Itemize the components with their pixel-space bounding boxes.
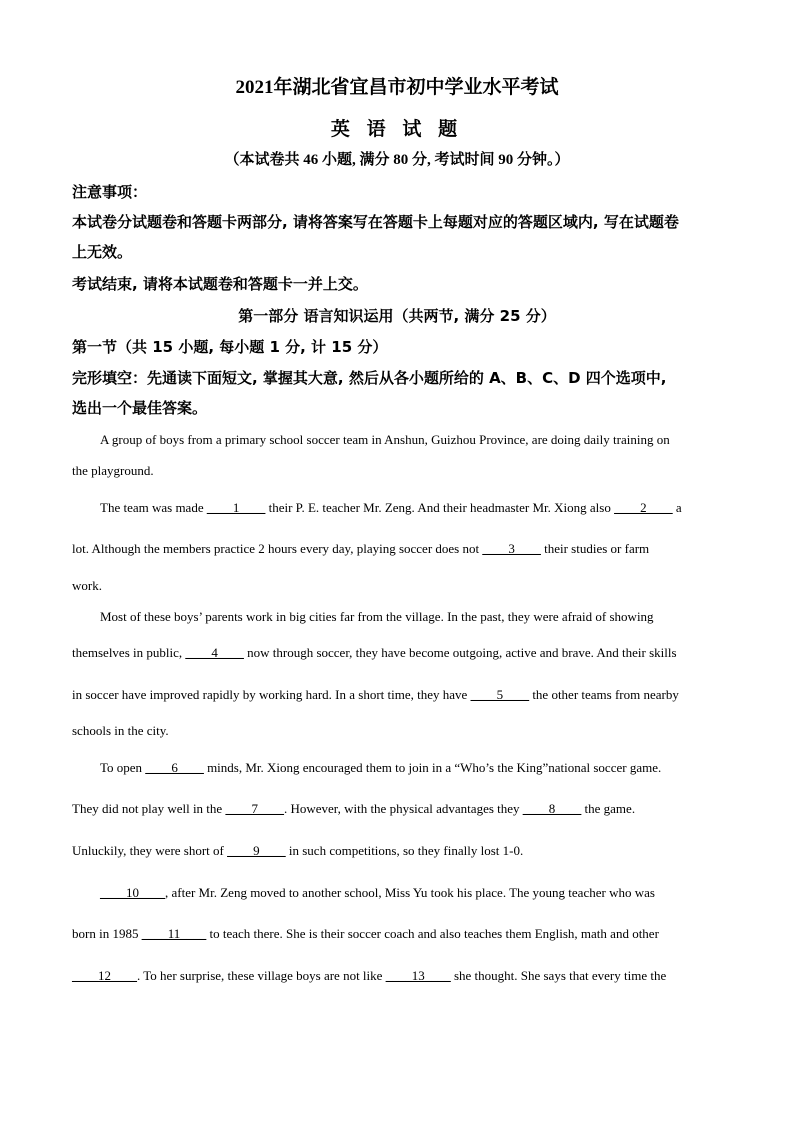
notice-heading: 注意事项：	[72, 183, 148, 201]
notice-line-1b: 上无效。	[72, 243, 133, 261]
blank-9: ____9____	[227, 843, 286, 858]
exam-title: 2021年湖北省宜昌市初中学业水平考试	[235, 77, 559, 98]
passage-line: A group of boys from a primary school soccer team in Anshun, Guizhou Province, are doing daily training on	[100, 432, 670, 447]
section-one-title: 第一节（共 15 小题, 每小题 1 分, 计 15 分）	[72, 338, 388, 356]
passage-line: schools in the city.	[72, 723, 169, 738]
instruction-line-a: 完形填空：先通读下面短文, 掌握其大意, 然后从各小题所给的 A、B、C、D 四个选项中,	[72, 369, 667, 387]
passage-line: They did not play well in the ____7____. However, with the physical advantages they ____8____ the game.	[72, 801, 636, 816]
passage-line: To open ____6____ minds, Mr. Xiong encouraged them to join in a “Who’s the King”national soccer game.	[100, 760, 662, 775]
blank-12: ____12____	[72, 968, 137, 983]
blank-7: ____7____	[225, 801, 284, 816]
notice-line-1a: 本试卷分试题卷和答题卡两部分, 请将答案写在答题卡上每题对应的答题区域内, 写在试题卷	[72, 213, 679, 231]
blank-6: ____6____	[145, 760, 204, 775]
part-one-title: 第一部分 语言知识运用（共两节, 满分 25 分）	[238, 307, 556, 325]
passage-line: ____10____, after Mr. Zeng moved to another school, Miss Yu took his place. The young teacher who was	[100, 885, 655, 900]
blank-8: ____8____	[522, 801, 582, 816]
blank-11: ____11____	[141, 926, 207, 941]
passage-line: The team was made ____1____ their P. E. teacher Mr. Zeng. And their headmaster Mr. Xiong also ____2____ a	[100, 500, 682, 515]
passage-line: themselves in public, ____4____ now through soccer, they have become outgoing, active and brave. And their skills	[72, 645, 677, 660]
blank-10: ____10____	[100, 885, 165, 900]
instruction-line-b: 选出一个最佳答案。	[72, 399, 208, 417]
notice-line-2: 考试结束, 请将本试题卷和答题卡一并上交。	[72, 275, 368, 293]
passage-line: lot. Although the members practice 2 hours every day, playing soccer does not ____3____ their studies or farm	[72, 541, 650, 556]
passage-line: work.	[72, 578, 102, 593]
exam-info: （本试卷共 46 小题, 满分 80 分, 考试时间 90 分钟。）	[224, 152, 570, 168]
blank-1: ____1____	[206, 500, 266, 515]
blank-13: ____13____	[385, 968, 451, 983]
blank-5: ____5____	[470, 687, 530, 702]
passage-line: born in 1985 ____11____ to teach there. She is their soccer coach and also teaches them English, math and other	[72, 926, 659, 941]
passage-line: Most of these boys’ parents work in big cities far from the village. In the past, they were afraid of showing	[100, 609, 654, 624]
passage-line: Unluckily, they were short of ____9____ in such competitions, so they finally lost 1-0.	[72, 843, 524, 858]
blank-2: ____2____	[614, 500, 673, 515]
blank-4: ____4____	[185, 645, 244, 660]
subject-title: 英 语 试 题	[330, 119, 464, 140]
passage-line: in soccer have improved rapidly by working hard. In a short time, they have ____5____ the other teams from nearby	[72, 687, 679, 702]
passage-line: the playground.	[72, 463, 154, 478]
blank-3: ____3____	[482, 541, 541, 556]
passage-line: ____12____. To her surprise, these village boys are not like ____13____ she thought. She says that every time the	[72, 968, 667, 983]
